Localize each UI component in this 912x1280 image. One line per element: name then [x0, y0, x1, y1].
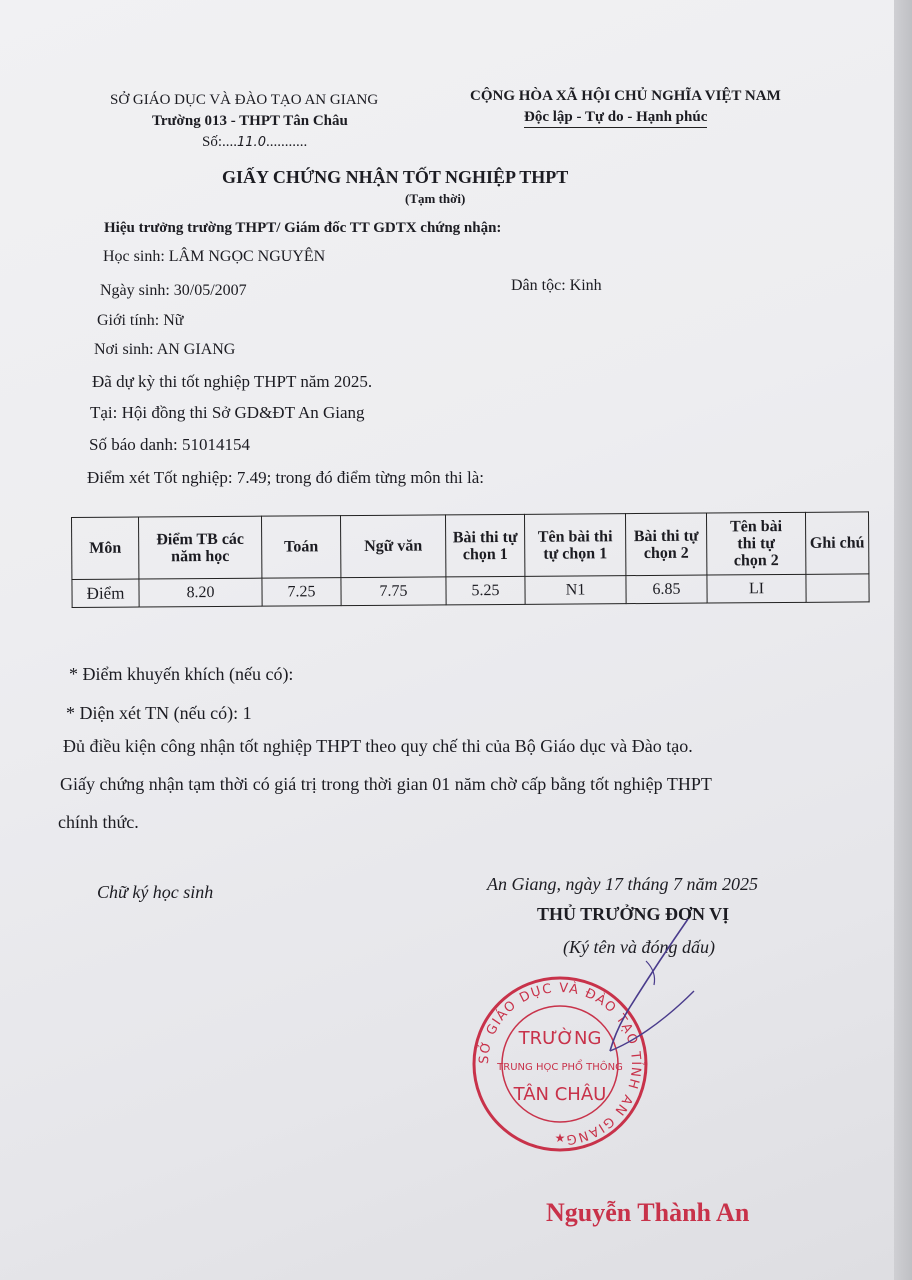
seal-line-1: TRƯỜNG — [518, 1028, 602, 1049]
table-row — [72, 574, 869, 608]
header-cell: Điểm TB các năm học — [139, 516, 262, 579]
header-cell: Tên bài thi tự chọn 1 — [524, 514, 625, 577]
header-cell: Bài thi tự chọn 2 — [625, 513, 706, 576]
score-cell: 7.75 — [341, 577, 446, 606]
table-header-row — [72, 512, 869, 580]
certifier-line: Hiệu trưởng trường THPT/ Giám đốc TT GDTX chứng nhận: — [104, 220, 502, 236]
header-cell: Bài thi tự chọn 1 — [445, 514, 524, 577]
validity-statement-1: Giấy chứng nhận tạm thời có giá trị trong thời gian 01 năm chờ cấp bằng tốt nghiệp THPT — [60, 774, 712, 794]
document-subtitle: (Tạm thời) — [405, 191, 466, 206]
row-label: Điểm — [72, 579, 139, 607]
star-icon: ★ — [554, 1131, 566, 1145]
score-cell: 8.20 — [139, 578, 262, 607]
signer-name: Nguyễn Thành An — [546, 1198, 750, 1227]
exam-line: Đã dự kỳ thi tốt nghiệp THPT năm 2025. — [92, 372, 373, 391]
score-cell — [806, 574, 869, 602]
score-cell: 5.25 — [446, 576, 525, 605]
eligibility-statement: Đủ điều kiện công nhận tốt nghiệp THPT theo quy chế thi của Bộ Giáo dục và Đào tạo. — [63, 736, 693, 756]
encouragement-note: * Điểm khuyến khích (nếu có): — [69, 664, 294, 684]
school-name: Trường 013 - THPT Tân Châu — [152, 113, 348, 129]
exam-council: Tại: Hội đồng thi Sở GD&ĐT An Giang — [90, 403, 365, 422]
student-signature-label: Chữ ký học sinh — [97, 882, 214, 902]
seal-line-3: TÂN CHÂU — [513, 1084, 607, 1105]
seal-line-2: TRUNG HỌC PHỔ THÔNG — [497, 1062, 623, 1073]
score-cell: 6.85 — [626, 575, 707, 604]
document-number — [202, 134, 307, 151]
score-cell: 7.25 — [262, 578, 341, 607]
motto: Độc lập - Tự do - Hạnh phúc — [524, 109, 707, 128]
student-name: Học sinh: LÂM NGỌC NGUYÊN — [103, 248, 326, 265]
validity-statement-2: chính thức. — [58, 812, 139, 832]
gender: Giới tính: Nữ — [97, 312, 184, 329]
header-cell: Ghi chú — [805, 512, 868, 574]
seal-ring-text: SỞ GIÁO DỤC VÀ ĐÀO TẠO TỈNH AN GIANG — [476, 980, 644, 1147]
department-name: SỞ GIÁO DỤC VÀ ĐÀO TẠO AN GIANG — [110, 92, 379, 108]
ethnicity: Dân tộc: Kinh — [511, 277, 602, 294]
consideration-note: * Diện xét TN (nếu có): 1 — [66, 703, 252, 723]
header-cell: Toán — [261, 516, 340, 579]
handwritten-signature — [590, 915, 710, 1075]
country-name: CỘNG HÒA XÃ HỘI CHỦ NGHĨA VIỆT NAM — [470, 88, 781, 104]
header-cell: Ngữ văn — [340, 515, 445, 578]
page-edge — [894, 0, 912, 1280]
score-table — [71, 511, 870, 608]
score-cell: N1 — [525, 576, 626, 605]
sign-note: (Ký tên và đóng dấu) — [563, 937, 715, 957]
head-title: THỦ TRƯỞNG ĐƠN VỊ — [537, 904, 730, 924]
place-and-date: An Giang, ngày 17 tháng 7 năm 2025 — [487, 874, 758, 894]
document-title: GIẤY CHỨNG NHẬN TỐT NGHIỆP THPT — [222, 167, 569, 187]
date-of-birth: Ngày sinh: 30/05/2007 — [100, 282, 247, 299]
header-cell: Tên bài thi tự chọn 2 — [706, 512, 805, 575]
number-value: 11.0 — [237, 135, 266, 150]
header-cell: Môn — [72, 517, 139, 579]
birthplace: Nơi sinh: AN GIANG — [94, 341, 236, 358]
number-label: Số:.... — [202, 134, 238, 150]
number-dots: ........... — [265, 134, 308, 150]
total-score-line: Điểm xét Tốt nghiệp: 7.49; trong đó điểm từng môn thi là: — [87, 468, 485, 487]
score-cell: LI — [707, 574, 806, 603]
candidate-number: Số báo danh: 51014154 — [89, 435, 251, 454]
